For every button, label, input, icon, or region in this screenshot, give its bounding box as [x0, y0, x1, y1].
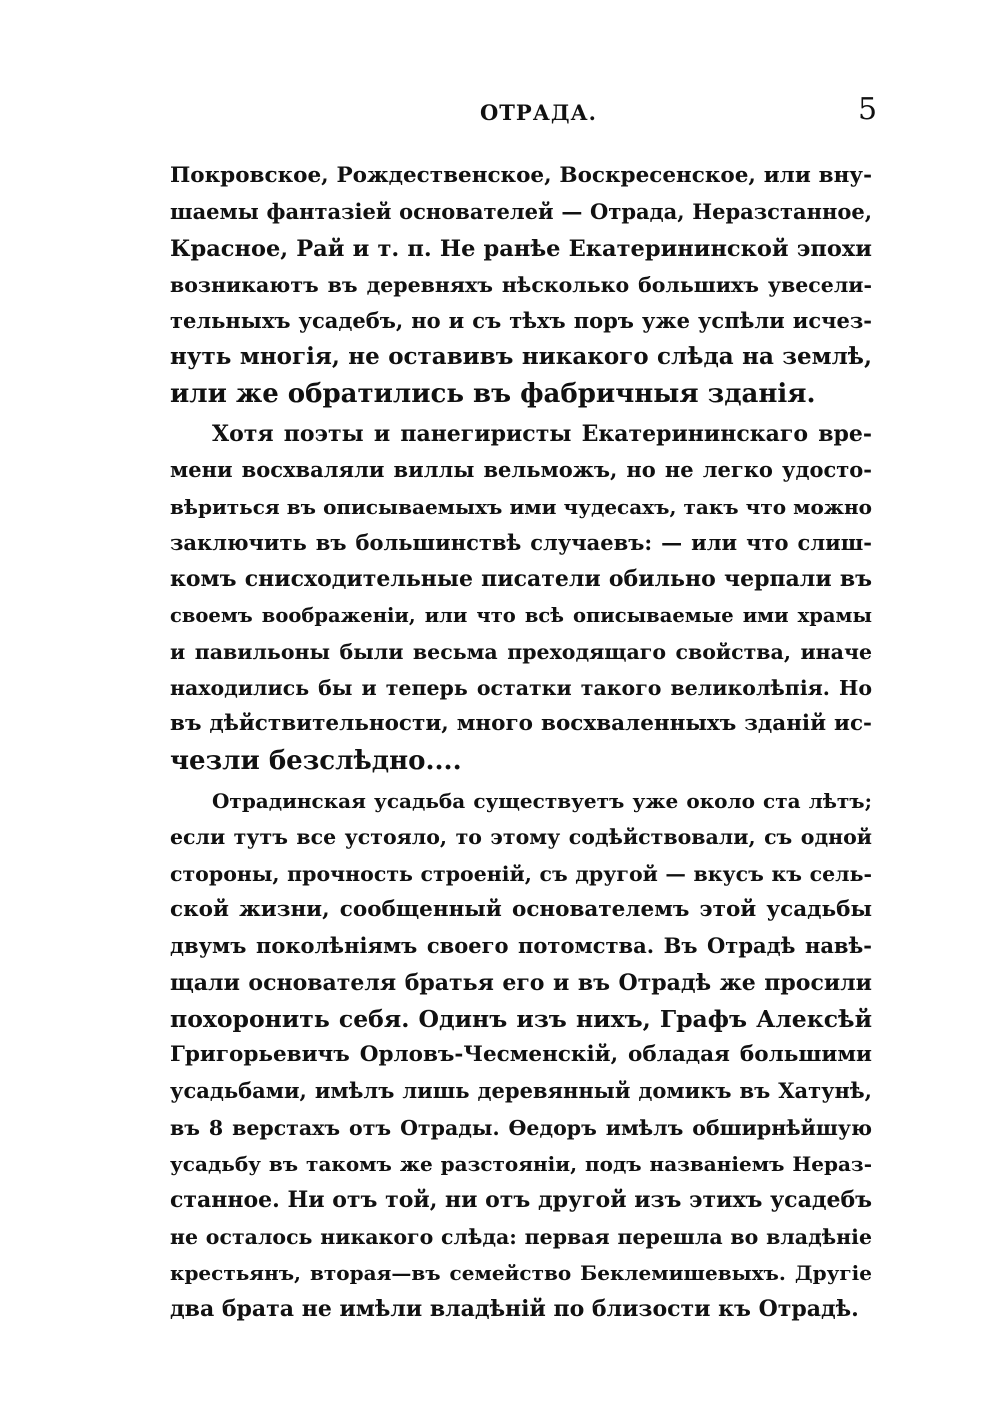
text-line: крестьянъ, вторая—въ семейство Беклемишевыхъ. Другіе [170, 1260, 872, 1285]
text-line: тельныхъ усадебъ, но и съ тѣхъ поръ уже успѣли исчез- [170, 308, 872, 334]
text-line: усадьбами, имѣлъ лишь деревянный домикъ въ Хатунѣ, [170, 1078, 872, 1104]
text-line: щали основателя братья его и въ Отрадѣ же просили [170, 969, 872, 996]
text-line: мени восхваляли виллы вельможъ, но не легко удосто- [170, 457, 872, 483]
text-line: усадьбу въ такомъ же разстояніи, подъ названіемъ Нераз- [170, 1152, 872, 1177]
text-line: и павильоны были весьма преходящаго свойства, иначе [170, 639, 872, 664]
text-line: чезли безслѣдно.... [170, 745, 462, 776]
text-line: въ дѣйствительности, много восхваленныхъ зданій ис- [170, 711, 872, 737]
paragraph [170, 416, 872, 779]
text-line: или же обратились въ фабричныя зданія. [170, 378, 816, 409]
text-line: похоронить себя. Одинъ изъ нихъ, Графъ Алексѣй [170, 1004, 872, 1033]
text-line: возникаютъ въ деревняхъ нѣсколько большихъ увесели- [170, 272, 872, 297]
page-number: 5 [858, 92, 878, 127]
text-line: двумъ поколѣніямъ своего потомства. Въ Отрадѣ навѣ- [170, 933, 872, 959]
text-line: Отрадинская усадьба существуетъ уже около ста лѣтъ; [212, 789, 872, 814]
body-text [170, 158, 872, 1328]
paragraph [170, 158, 872, 412]
text-line: не осталось никакого слѣда: первая перешла во владѣніе [170, 1224, 872, 1249]
text-line: если тутъ все устояло, то этому содѣйствовали, съ одной [170, 825, 872, 850]
text-line: вѣриться въ описываемыхъ ими чудесахъ, такъ что можно [170, 494, 872, 519]
text-line: шаемы фантазіей основателей — Отрада, Неразстанное, [170, 199, 872, 225]
text-line: Покровское, Рождественское, Воскресенское, или вну- [170, 163, 872, 188]
text-line: ской жизни, сообщенный основателемъ этой усадьбы [170, 896, 872, 922]
text-line: своемъ воображеніи, или что всѣ описываемые ими храмы [170, 603, 872, 627]
text-line: въ 8 верстахъ отъ Отрады. Ѳедоръ имѣлъ обширнѣйшую [170, 1115, 872, 1140]
text-line: стороны, прочность строеній, съ другой — вкусъ къ сель- [170, 861, 872, 886]
text-line: Григорьевичъ Орловъ-Чесменскій, обладая большими [170, 1042, 872, 1068]
text-line: находились бы и теперь остатки такого великолѣпія. Но [170, 676, 872, 701]
running-head-title: ОТРАДА. [480, 100, 597, 125]
text-line: станное. Ни отъ той, ни отъ другой изъ этихъ усадебъ [170, 1187, 872, 1214]
text-line: комъ снисходительные писатели обильно черпали въ [170, 566, 872, 593]
paragraph [170, 783, 872, 1327]
text-line: Красное, Рай и т. п. Не ранѣе Екатерининской эпохи [170, 235, 872, 262]
text-line: заключить въ большинствѣ случаевъ: — или что слиш- [170, 529, 872, 555]
text-line: Хотя поэты и панегиристы Екатерининскаго вре- [212, 421, 872, 448]
text-line: два брата не имѣли владѣній по близости къ Отрадѣ. [170, 1296, 859, 1323]
text-line: нуть многія, не оставивъ никакого слѣда на землѣ, [170, 343, 872, 371]
